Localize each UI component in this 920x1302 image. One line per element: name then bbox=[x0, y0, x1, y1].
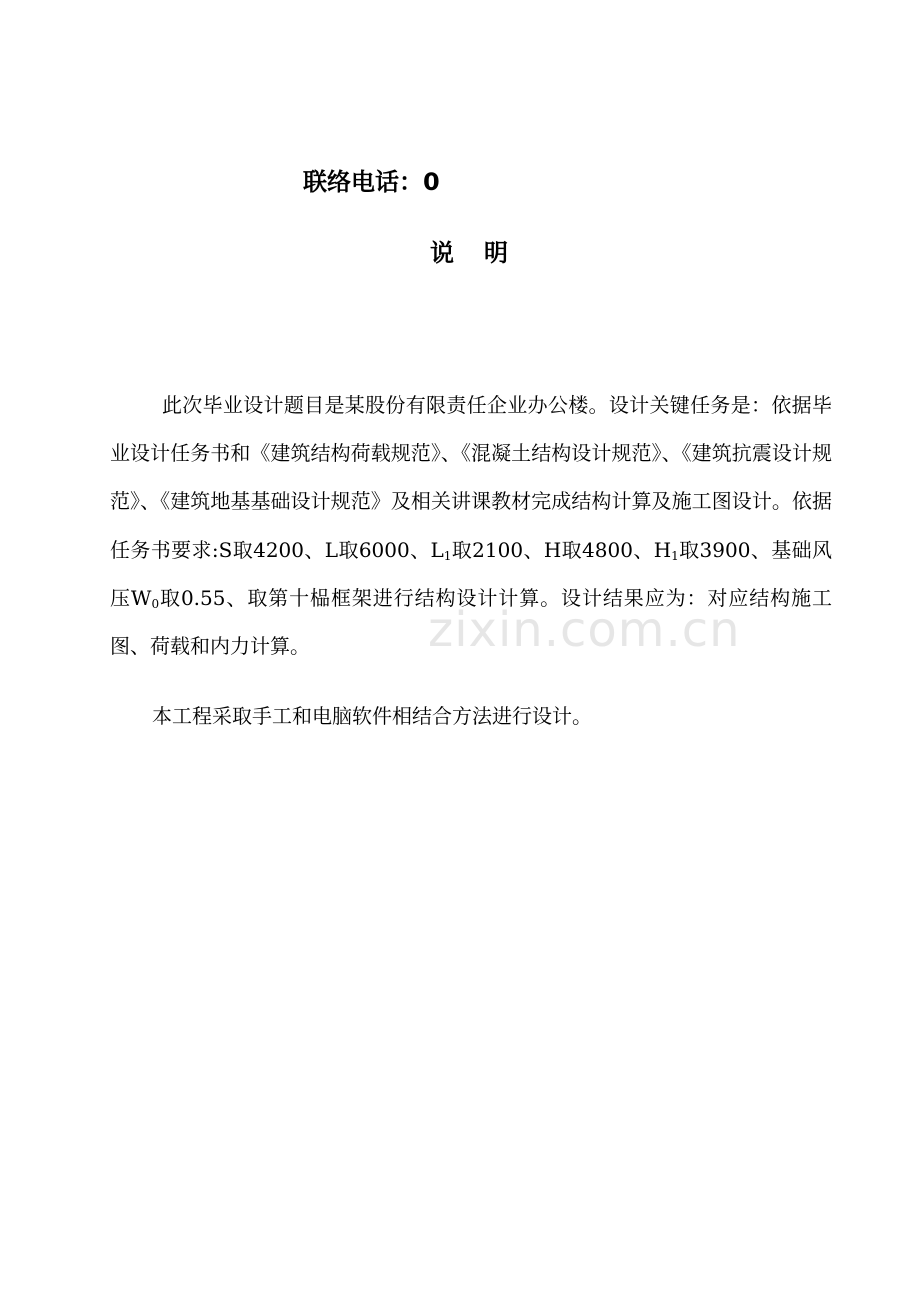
subscript-l1: 1 bbox=[443, 548, 452, 563]
paragraph-text-d: 取0.55、取第十榀框架进行结构设计计算。设计结果应为：对应结构施工图、荷载和内力计算。 bbox=[110, 585, 833, 659]
subscript-w0: 0 bbox=[151, 596, 160, 611]
method-paragraph: 本工程采取手工和电脑软件相结合方法进行设计。 bbox=[152, 704, 592, 728]
section-title-char-2: 明 bbox=[484, 239, 510, 267]
paragraph-text-a: 此次毕业设计题目是某股份有限责任企业办公楼。设计关键任务是：依据毕业设计任务书和《建筑结构荷载规范》、《混凝土结构设计规范》、《建筑抗震设计规范》、《建筑地基基础设计规范》及相关讲课教材完成结构计算及施工图设计。依据任务书要求:S取4200、L取6000、L bbox=[110, 393, 832, 562]
contact-phone: 联络电话：0 bbox=[303, 168, 440, 196]
paragraph-text-b: 取2100、H取4800、H bbox=[451, 537, 672, 562]
paragraph-text-c: 取3900、基础风压W bbox=[110, 537, 832, 610]
subscript-h1: 1 bbox=[671, 548, 679, 563]
watermark: zixin.com.cn bbox=[428, 602, 741, 658]
section-title-char-1: 说 bbox=[430, 239, 456, 267]
section-title bbox=[0, 236, 920, 270]
description-paragraph bbox=[110, 381, 832, 670]
